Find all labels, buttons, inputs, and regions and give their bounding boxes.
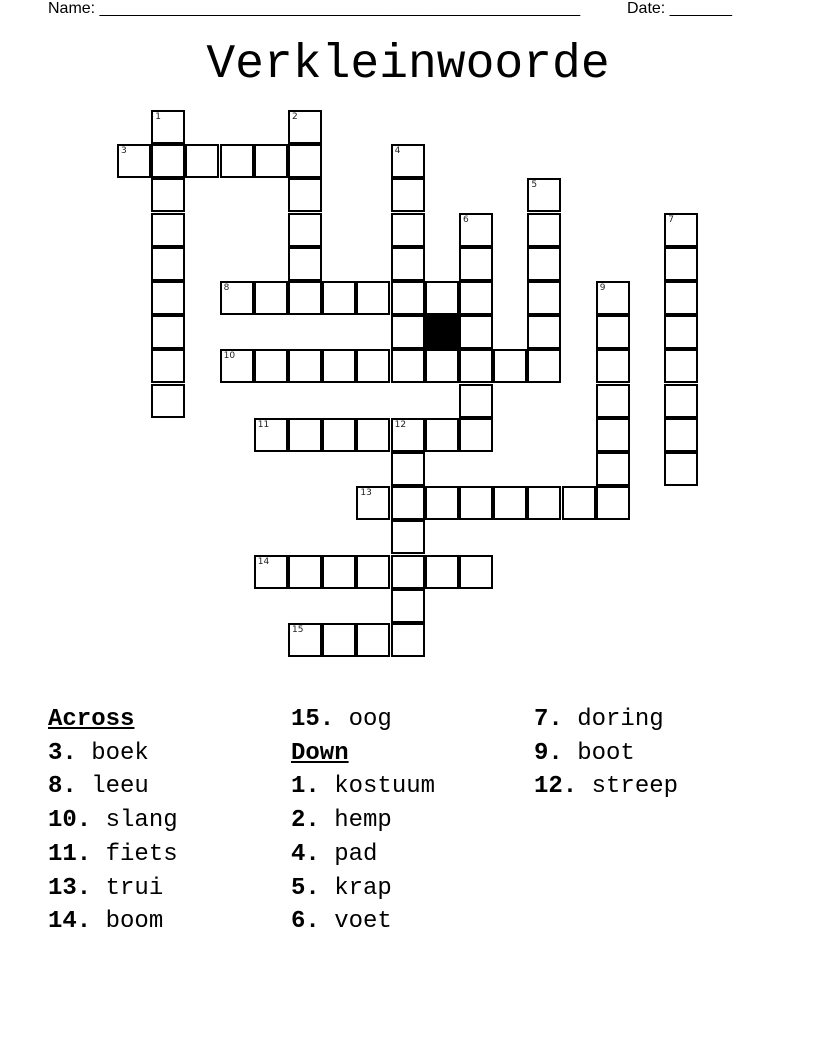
clue-word: voet xyxy=(334,908,392,936)
clue-item xyxy=(534,770,678,804)
clue-number: 10 xyxy=(223,351,236,362)
clue-number-label: 10. xyxy=(48,807,92,835)
clue-column-1 xyxy=(48,703,178,939)
grid-cell[interactable] xyxy=(596,281,630,315)
grid-cell[interactable] xyxy=(356,623,390,657)
grid-cell[interactable] xyxy=(391,486,425,520)
grid-cell[interactable] xyxy=(117,144,151,178)
clue-item xyxy=(48,770,178,804)
date-blank: _______ xyxy=(669,0,732,17)
grid-cell[interactable] xyxy=(664,315,698,349)
clue-item xyxy=(291,872,435,906)
grid-cell[interactable] xyxy=(288,349,322,383)
clue-number: 7 xyxy=(668,214,674,225)
grid-cell[interactable] xyxy=(425,418,459,452)
clue-word: streep xyxy=(591,773,679,801)
grid-cell[interactable] xyxy=(493,486,527,520)
grid-cell[interactable] xyxy=(356,281,390,315)
name-label: Name: xyxy=(48,0,96,17)
grid-cell[interactable] xyxy=(322,281,356,315)
grid-cell[interactable] xyxy=(596,418,630,452)
grid-cell[interactable] xyxy=(220,144,254,178)
clue-item xyxy=(48,804,178,838)
clue-heading: Down xyxy=(291,739,349,767)
grid-cell[interactable] xyxy=(664,384,698,418)
grid-cell[interactable] xyxy=(391,555,425,589)
grid-cell[interactable] xyxy=(254,555,288,589)
grid-cell[interactable] xyxy=(459,384,493,418)
clue-number-label: 4. xyxy=(291,840,320,868)
grid-cell[interactable] xyxy=(288,281,322,315)
clue-item xyxy=(291,703,435,737)
grid-cell[interactable] xyxy=(459,555,493,589)
grid-cell[interactable] xyxy=(459,281,493,315)
grid-cell[interactable] xyxy=(562,486,596,520)
grid-cell[interactable] xyxy=(254,144,288,178)
grid-cell[interactable] xyxy=(185,144,219,178)
grid-cell[interactable] xyxy=(356,555,390,589)
grid-cell[interactable] xyxy=(527,486,561,520)
clue-word: boek xyxy=(91,739,149,767)
grid-cell[interactable] xyxy=(151,384,185,418)
grid-cell[interactable] xyxy=(391,281,425,315)
grid-cell[interactable] xyxy=(596,452,630,486)
grid-cell[interactable] xyxy=(220,281,254,315)
clue-word: hemp xyxy=(334,807,392,835)
clue-number: 11 xyxy=(257,419,270,430)
grid-cell[interactable] xyxy=(151,144,185,178)
grid-cell[interactable] xyxy=(391,349,425,383)
clue-number: 12 xyxy=(394,419,407,430)
grid-cell[interactable] xyxy=(288,178,322,212)
grid-cell[interactable] xyxy=(288,247,322,281)
clue-word: boom xyxy=(105,908,164,936)
clue-item xyxy=(291,770,435,804)
grid-cell[interactable] xyxy=(391,315,425,349)
clue-word: oog xyxy=(348,706,392,733)
grid-cell[interactable] xyxy=(151,281,185,315)
clue-column-3 xyxy=(534,703,678,804)
page-title: Verkleinwoorde xyxy=(206,38,610,92)
grid-cell[interactable] xyxy=(527,213,561,247)
grid-cell[interactable] xyxy=(664,418,698,452)
grid-cell[interactable] xyxy=(288,555,322,589)
clue-number-label: 9. xyxy=(534,739,563,767)
grid-cell[interactable] xyxy=(425,555,459,589)
grid-cell[interactable] xyxy=(288,110,322,144)
clue-number: 3 xyxy=(121,146,127,157)
grid-cell[interactable] xyxy=(288,213,322,247)
grid-cell[interactable] xyxy=(664,247,698,281)
grid-cell[interactable] xyxy=(459,213,493,247)
grid-cell[interactable] xyxy=(459,418,493,452)
clue-number-label: 7. xyxy=(534,706,563,733)
grid-cell[interactable] xyxy=(527,315,561,349)
clue-number-label: 14. xyxy=(48,908,92,936)
grid-cell[interactable] xyxy=(356,486,390,520)
grid-cell[interactable] xyxy=(254,418,288,452)
grid-cell[interactable] xyxy=(322,349,356,383)
grid-cell[interactable] xyxy=(425,349,459,383)
clue-number-label: 3. xyxy=(48,739,77,767)
grid-cell[interactable] xyxy=(322,418,356,452)
grid-cell[interactable] xyxy=(356,349,390,383)
clue-item xyxy=(291,838,435,872)
grid-cell[interactable] xyxy=(356,418,390,452)
grid-cell[interactable] xyxy=(288,418,322,452)
clue-number: 13 xyxy=(360,488,372,499)
clue-number-label: 1. xyxy=(291,773,320,801)
grid-cell[interactable] xyxy=(596,486,630,520)
grid-cell[interactable] xyxy=(596,349,630,383)
clue-item xyxy=(48,905,178,939)
clue-number-label: 2. xyxy=(291,807,320,835)
grid-cell[interactable] xyxy=(151,213,185,247)
clue-number: 6 xyxy=(463,214,469,225)
clue-number: 1 xyxy=(155,112,161,122)
grid-cell[interactable] xyxy=(151,315,185,349)
clue-item xyxy=(48,737,178,771)
grid-cell[interactable] xyxy=(391,247,425,281)
clue-word: leeu xyxy=(91,773,149,801)
grid-cell[interactable] xyxy=(288,623,322,657)
clue-number-label: 13. xyxy=(48,874,92,902)
clue-number-label: 15. xyxy=(291,706,335,733)
clue-number: 8 xyxy=(223,283,230,293)
clue-number: 5 xyxy=(531,180,538,191)
grid-cell[interactable] xyxy=(459,315,493,349)
name-blank: ______________________________________________________ xyxy=(99,0,581,17)
clue-number: 14 xyxy=(257,556,270,567)
grid-cell[interactable] xyxy=(322,623,356,657)
clue-item xyxy=(291,804,435,838)
clue-word: boot xyxy=(577,739,635,767)
clue-heading: Across xyxy=(48,706,135,733)
clue-number: 2 xyxy=(292,112,298,122)
clue-word: pad xyxy=(334,840,378,868)
clue-item xyxy=(48,872,178,906)
grid-cell[interactable] xyxy=(459,247,493,281)
grid-cell[interactable] xyxy=(391,178,425,212)
clue-word: krap xyxy=(334,874,392,902)
clue-number: 15 xyxy=(292,625,304,635)
grid-cell[interactable] xyxy=(254,349,288,383)
grid-cell[interactable] xyxy=(527,281,561,315)
grid-cell[interactable] xyxy=(391,452,425,486)
grid-cell[interactable] xyxy=(596,315,630,349)
grid-cell[interactable] xyxy=(596,384,630,418)
clue-number: 9 xyxy=(599,283,606,293)
clue-number: 4 xyxy=(394,146,401,157)
grid-cell[interactable] xyxy=(664,452,698,486)
grid-cell[interactable] xyxy=(425,486,459,520)
clue-word: fiets xyxy=(105,840,178,868)
grid-cell[interactable] xyxy=(151,247,185,281)
clue-item xyxy=(534,737,678,771)
grid-cell[interactable] xyxy=(459,349,493,383)
clue-word: slang xyxy=(105,807,178,835)
grid-cell[interactable] xyxy=(527,178,561,212)
clue-word: kostuum xyxy=(334,773,436,801)
grid-cell[interactable] xyxy=(391,213,425,247)
grid-cell[interactable] xyxy=(459,486,493,520)
blocked-cell xyxy=(425,315,459,349)
grid-cell[interactable] xyxy=(425,281,459,315)
grid-cell[interactable] xyxy=(391,520,425,554)
grid-cell[interactable] xyxy=(220,349,254,383)
clue-item xyxy=(48,838,178,872)
clue-number-label: 11. xyxy=(48,840,92,868)
clue-number-label: 6. xyxy=(291,908,320,936)
grid-cell[interactable] xyxy=(664,349,698,383)
grid-cell[interactable] xyxy=(664,281,698,315)
clue-number-label: 5. xyxy=(291,874,320,902)
grid-cell[interactable] xyxy=(322,555,356,589)
grid-cell[interactable] xyxy=(254,281,288,315)
clue-column-2 xyxy=(291,703,435,939)
grid-cell[interactable] xyxy=(493,349,527,383)
grid-cell[interactable] xyxy=(151,178,185,212)
grid-cell[interactable] xyxy=(391,418,425,452)
grid-cell[interactable] xyxy=(527,349,561,383)
grid-cell[interactable] xyxy=(527,247,561,281)
grid-cell[interactable] xyxy=(664,213,698,247)
grid-cell[interactable] xyxy=(391,623,425,657)
grid-cell[interactable] xyxy=(391,589,425,623)
grid-cell[interactable] xyxy=(391,144,425,178)
clue-number-label: 8. xyxy=(48,773,77,801)
date-label: Date: xyxy=(627,0,666,17)
grid-cell[interactable] xyxy=(151,349,185,383)
clue-number-label: 12. xyxy=(534,773,578,801)
clue-word: doring xyxy=(577,706,664,733)
clue-item xyxy=(291,905,435,939)
clue-item xyxy=(534,703,678,737)
clue-word: trui xyxy=(105,874,164,902)
grid-cell[interactable] xyxy=(151,110,185,144)
grid-cell[interactable] xyxy=(288,144,322,178)
